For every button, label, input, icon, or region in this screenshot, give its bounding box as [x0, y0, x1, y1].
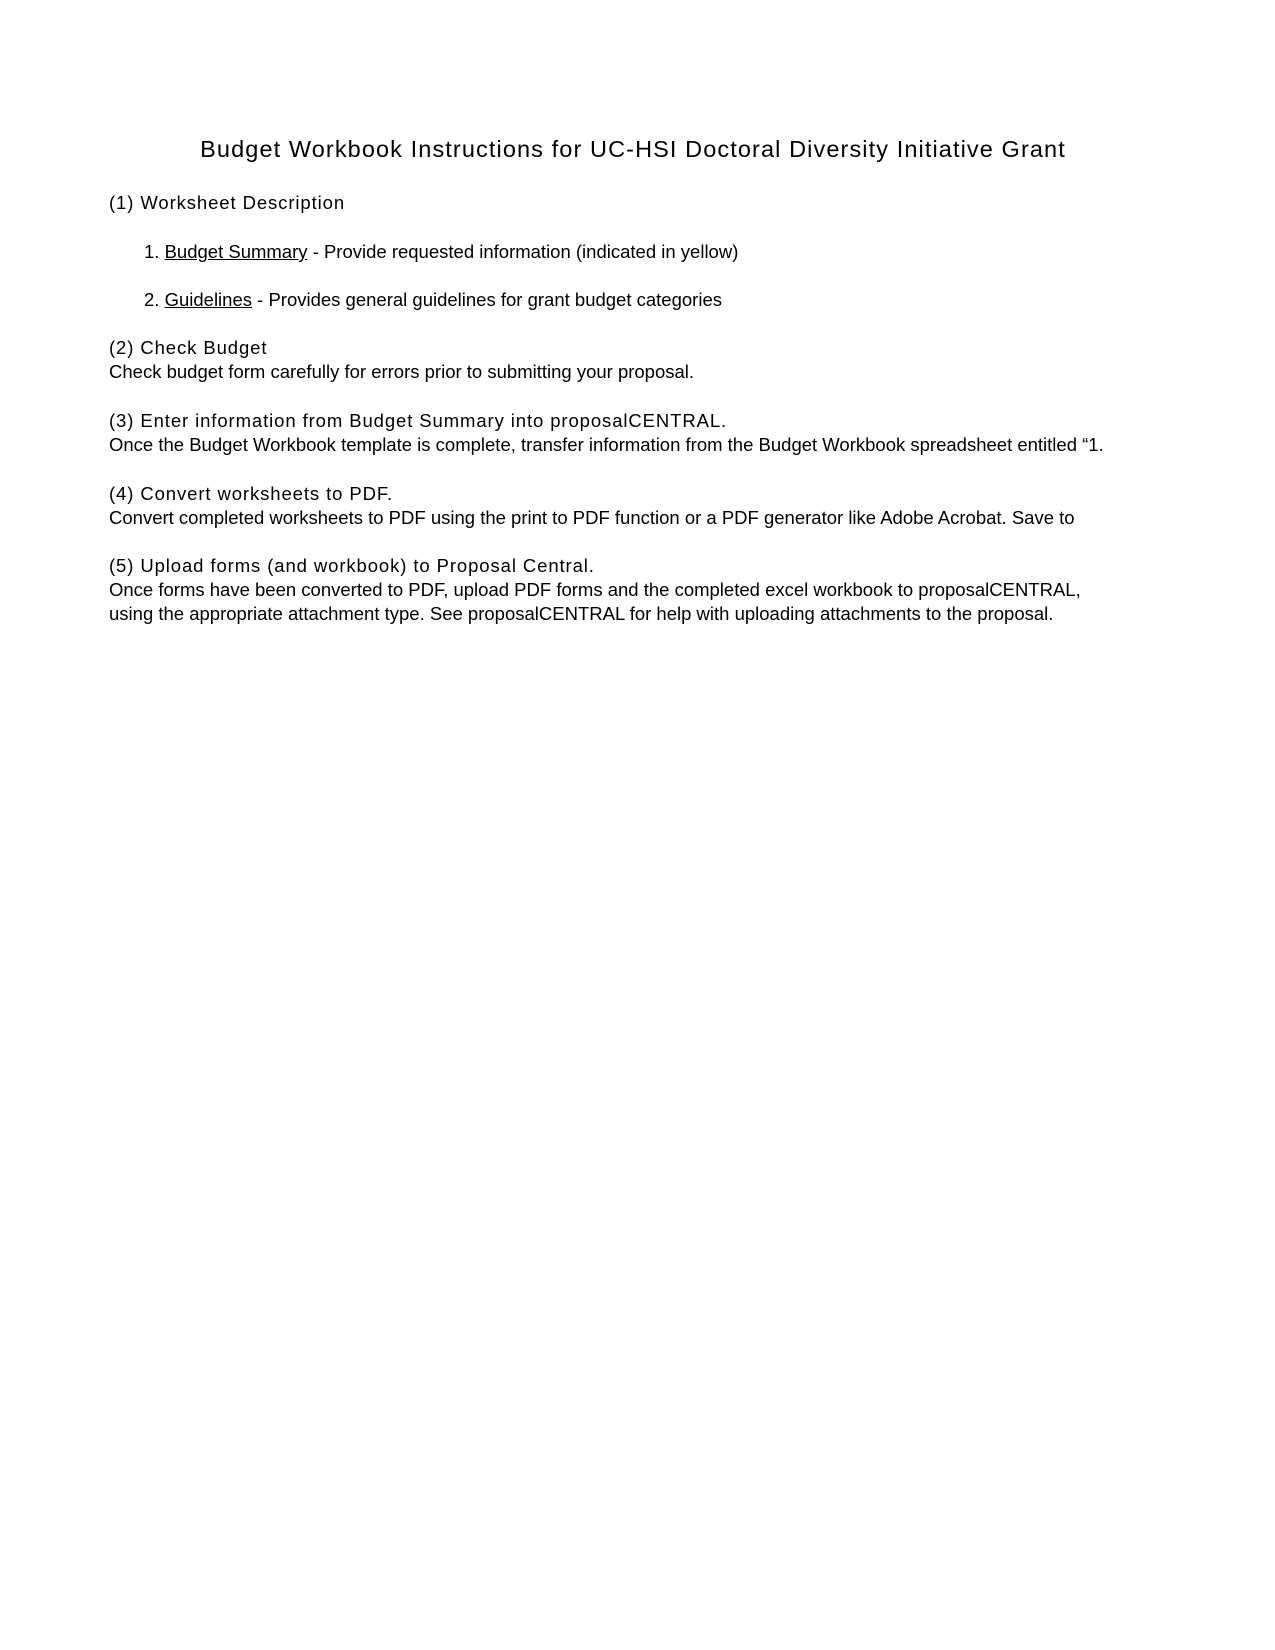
list-item-number: 1.: [144, 241, 165, 262]
section-3-text: Once the Budget Workbook template is complete, transfer information from the Budget Workbook spreadsheet entitled “1.: [109, 434, 1104, 455]
section-2-text: Check budget form carefully for errors prior to submitting your proposal.: [109, 361, 695, 382]
document-title: Budget Workbook Instructions for UC-HSI Doctoral Diversity Initiative Grant: [200, 136, 1066, 162]
guidelines-link[interactable]: Guidelines: [164, 289, 252, 310]
list-item-number: 2.: [144, 289, 165, 310]
section-4-heading: (4) Convert worksheets to PDF.: [109, 483, 394, 504]
list-item-text: - Provides general guidelines for grant budget categories: [252, 289, 722, 310]
list-item-budget-summary: [144, 240, 738, 264]
section-5-text-line-1: Once forms have been converted to PDF, upload PDF forms and the completed excel workbook to proposalCENTRAL,: [109, 579, 1081, 600]
section-2-heading: (2) Check Budget: [109, 337, 268, 358]
section-5-text-line-2: using the appropriate attachment type. See proposalCENTRAL for help with uploading attachments to the proposal.: [109, 603, 1054, 624]
section-3-heading: (3) Enter information from Budget Summary into proposalCENTRAL.: [109, 410, 728, 431]
list-item-text: - Provide requested information (indicated in yellow): [307, 241, 739, 262]
budget-summary-link[interactable]: Budget Summary: [164, 241, 308, 262]
list-item-guidelines: [144, 288, 722, 312]
section-5-heading: (5) Upload forms (and workbook) to Proposal Central.: [109, 555, 595, 576]
section-1-heading: (1) Worksheet Description: [109, 192, 346, 213]
section-4-text: Convert completed worksheets to PDF using the print to PDF function or a PDF generator like Adobe Acrobat. Save to: [109, 507, 1075, 528]
